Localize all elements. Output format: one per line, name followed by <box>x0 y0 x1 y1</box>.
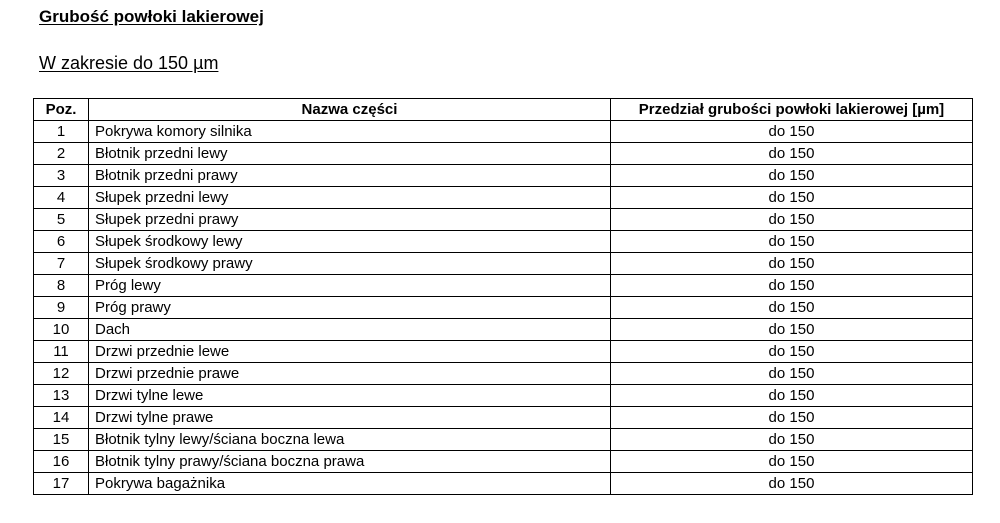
cell-part-name: Drzwi tylne prawe <box>89 407 611 429</box>
cell-part-name: Pokrywa bagażnika <box>89 473 611 495</box>
cell-part-name: Dach <box>89 319 611 341</box>
cell-position: 3 <box>34 165 89 187</box>
cell-position: 6 <box>34 231 89 253</box>
cell-position: 13 <box>34 385 89 407</box>
cell-part-name: Błotnik tylny prawy/ściana boczna prawa <box>89 451 611 473</box>
cell-range: do 150 <box>611 297 973 319</box>
document-subtitle: W zakresie do 150 µm <box>39 53 219 73</box>
table-row <box>34 363 973 385</box>
cell-range: do 150 <box>611 341 973 363</box>
table-row <box>34 209 973 231</box>
table-row <box>34 187 973 209</box>
table-header-row <box>34 99 973 121</box>
cell-range: do 150 <box>611 253 973 275</box>
cell-part-name: Próg prawy <box>89 297 611 319</box>
header-range: Przedział grubości powłoki lakierowej [µm] <box>611 99 973 121</box>
cell-range: do 150 <box>611 473 973 495</box>
cell-range: do 150 <box>611 121 973 143</box>
cell-part-name: Słupek środkowy prawy <box>89 253 611 275</box>
cell-range: do 150 <box>611 165 973 187</box>
cell-position: 15 <box>34 429 89 451</box>
cell-part-name: Słupek przedni lewy <box>89 187 611 209</box>
cell-range: do 150 <box>611 231 973 253</box>
cell-part-name: Błotnik tylny lewy/ściana boczna lewa <box>89 429 611 451</box>
cell-position: 10 <box>34 319 89 341</box>
table-row <box>34 385 973 407</box>
cell-position: 14 <box>34 407 89 429</box>
cell-range: do 150 <box>611 187 973 209</box>
cell-range: do 150 <box>611 429 973 451</box>
table-row <box>34 231 973 253</box>
cell-part-name: Słupek środkowy lewy <box>89 231 611 253</box>
cell-position: 16 <box>34 451 89 473</box>
cell-position: 1 <box>34 121 89 143</box>
table-row <box>34 165 973 187</box>
cell-range: do 150 <box>611 319 973 341</box>
cell-position: 9 <box>34 297 89 319</box>
cell-position: 5 <box>34 209 89 231</box>
table-row <box>34 253 973 275</box>
cell-part-name: Pokrywa komory silnika <box>89 121 611 143</box>
paint-thickness-table <box>33 98 973 495</box>
cell-part-name: Błotnik przedni lewy <box>89 143 611 165</box>
header-part-name: Nazwa części <box>89 99 611 121</box>
cell-position: 7 <box>34 253 89 275</box>
cell-part-name: Drzwi tylne lewe <box>89 385 611 407</box>
table-row <box>34 451 973 473</box>
cell-range: do 150 <box>611 451 973 473</box>
cell-range: do 150 <box>611 209 973 231</box>
table-row <box>34 275 973 297</box>
cell-part-name: Błotnik przedni prawy <box>89 165 611 187</box>
cell-part-name: Drzwi przednie lewe <box>89 341 611 363</box>
table-row <box>34 429 973 451</box>
header-position: Poz. <box>34 99 89 121</box>
table-body <box>34 121 973 495</box>
cell-range: do 150 <box>611 363 973 385</box>
table-row <box>34 473 973 495</box>
cell-range: do 150 <box>611 275 973 297</box>
table-row <box>34 143 973 165</box>
cell-range: do 150 <box>611 407 973 429</box>
cell-range: do 150 <box>611 143 973 165</box>
cell-range: do 150 <box>611 385 973 407</box>
cell-part-name: Słupek przedni prawy <box>89 209 611 231</box>
table-row <box>34 297 973 319</box>
table-row <box>34 407 973 429</box>
cell-part-name: Drzwi przednie prawe <box>89 363 611 385</box>
cell-position: 11 <box>34 341 89 363</box>
cell-part-name: Próg lewy <box>89 275 611 297</box>
document-title: Grubość powłoki lakierowej <box>39 7 264 26</box>
cell-position: 17 <box>34 473 89 495</box>
table-row <box>34 121 973 143</box>
table-row <box>34 319 973 341</box>
cell-position: 4 <box>34 187 89 209</box>
cell-position: 8 <box>34 275 89 297</box>
cell-position: 12 <box>34 363 89 385</box>
cell-position: 2 <box>34 143 89 165</box>
table-row <box>34 341 973 363</box>
